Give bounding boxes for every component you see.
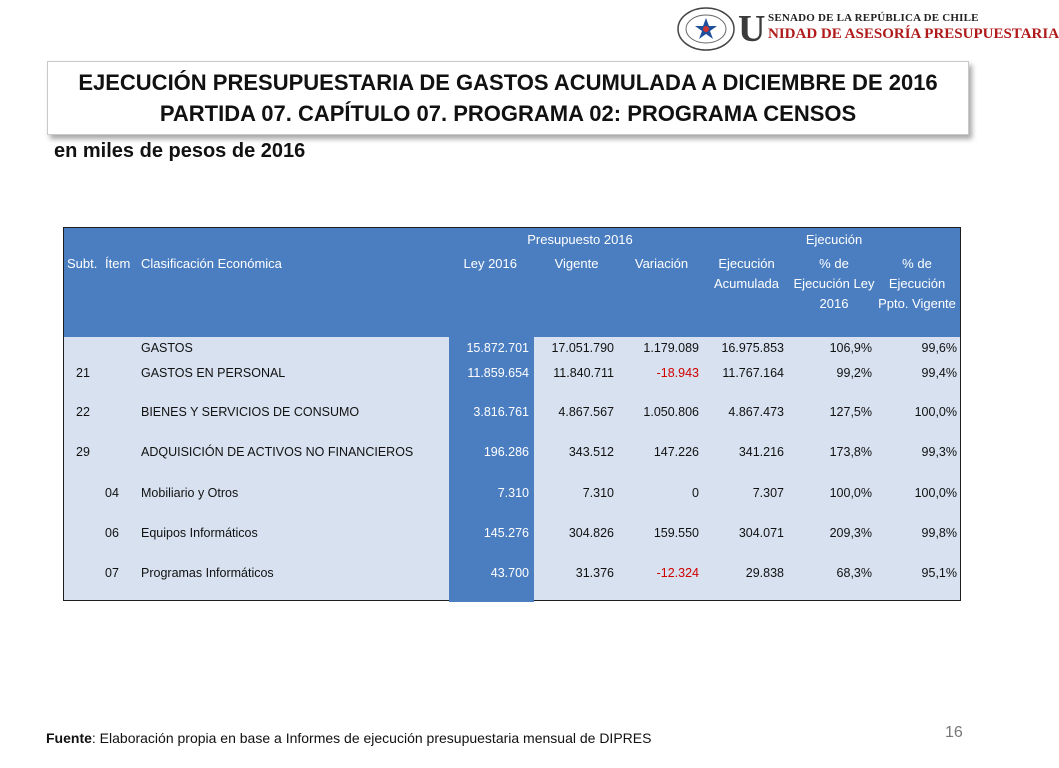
source-label: Fuente [46, 730, 92, 746]
title-box [47, 61, 969, 135]
senate-logo [676, 6, 1059, 52]
col-pct-vig-2: Ejecución [888, 276, 946, 291]
col-pct-vig-3: Ppto. Vigente [878, 296, 956, 311]
units-subtitle: en miles de pesos de 2016 [54, 140, 306, 162]
col-ejecucion-1: Ejecución [718, 256, 775, 271]
col-pct-ley-2: Ejecución Ley [793, 276, 875, 291]
col-ejecucion-2: Acumulada [713, 276, 780, 291]
source-text: : Elaboración propia en base a Informes de ejecución presupuestaria mensual de DIPRES [91, 730, 652, 746]
col-ley: Ley 2016 [463, 256, 517, 271]
budget-table: Presupuesto 2016 Ejecución Subt. Ítem Clasificación Económica Ley 2016 Vigente Variación Ejecución Acumulada % de Ejecución Ley 2016 % de Ejecución Ppto. Vigente GASTOS 15.872.701 17.051.790 1.179.089 16.975.853 106,9% 99,6% 21 GASTOS EN PERSONAL 11.859.654 11.840.711 -18.943 11.767.164 99,2% 99,4% 22 BIENES Y SERVICIOS DE CONSUMO 3.816.761 4.867.567 1.050.806 4.867.473 127,5% 100,0% 29 ADQUISICIÓN DE ACTIVOS NO FINANCIEROS 196.286 343.512 147.226 341.216 173,8% 99,3% 04 Mobiliario y Otros 7.310 7.310 0 7.307 100,0% 100,0% 06 Equipos Informáticos 145.276 304.826 159.550 304.071 209,3% 99,8% 07 Programas Informáticos 43.700 31.376 -12.324 29.838 68,3% 95,1% [63, 227, 961, 601]
col-subt: Subt. [67, 256, 98, 271]
col-item: Ítem [105, 256, 131, 271]
header-ejecucion: Ejecución [805, 232, 863, 247]
col-vigente: Vigente [554, 256, 599, 271]
title-line-2: PARTIDA 07. CAPÍTULO 07. PROGRAMA 02: PROGRAMA CENSOS [159, 101, 857, 126]
senate-seal-icon [676, 6, 736, 52]
col-pct-ley-3: 2016 [819, 296, 849, 311]
col-pct-vig-1: % de [902, 256, 932, 271]
title-line-1: EJECUCIÓN PRESUPUESTARIA DE GASTOS ACUMULADA A DICIEMBRE DE 2016 [78, 70, 938, 95]
header-presupuesto: Presupuesto 2016 [527, 232, 633, 247]
logo-initial: U [738, 8, 766, 50]
source-footer [46, 730, 651, 746]
logo-senate-name: SENADO DE LA REPÚBLICA DE CHILE [768, 12, 979, 24]
col-pct-ley-1: % de [819, 256, 849, 271]
logo-unit-name: NIDAD DE ASESORÍA PRESUPUESTARIA [768, 26, 1059, 42]
col-clasificacion: Clasificación Económica [141, 256, 282, 271]
page-number: 16 [945, 724, 963, 741]
col-variacion: Variación [634, 256, 689, 271]
